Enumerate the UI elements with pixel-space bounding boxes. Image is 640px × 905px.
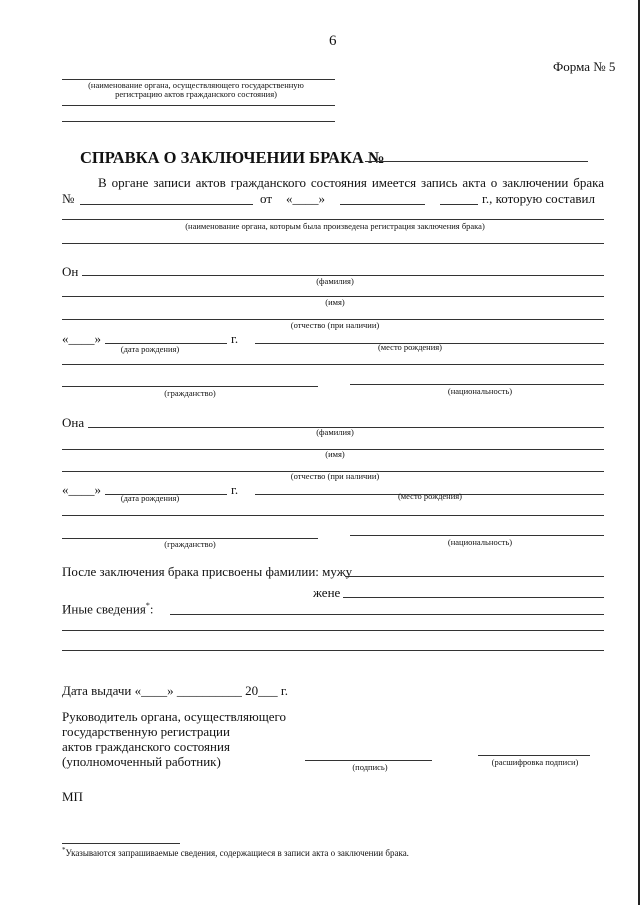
he-birth-date-caption: (дата рождения): [120, 344, 180, 354]
issuer-caption-1: (наименование органа, осуществляющего государственную: [88, 80, 304, 90]
other-info-field-3[interactable]: [62, 650, 604, 651]
other-info-colon: :: [149, 601, 154, 617]
head-line-2: государственную регистрации: [62, 724, 230, 739]
paragraph-line-1: В органе записи актов гражданского состояния имеется запись акта о заключении брака: [98, 175, 604, 190]
other-info-field-2[interactable]: [62, 630, 604, 631]
other-info-label: [62, 601, 153, 617]
certificate-number-field[interactable]: [365, 161, 588, 162]
he-year-suffix: г.: [231, 331, 239, 346]
registrar-caption: (наименование органа, которым была произведена регистрация заключения брака): [185, 221, 485, 231]
footnote-text: Указываются запрашиваемые сведения, содержащиеся в записи акта о заключении брака.: [65, 848, 409, 858]
record-day-field[interactable]: «____»: [286, 191, 325, 206]
other-info-text: Иные сведения: [62, 601, 146, 617]
record-month-field[interactable]: [340, 204, 425, 205]
he-birth-day-field[interactable]: «____»: [62, 331, 101, 346]
registrar-field-2[interactable]: [62, 243, 604, 244]
from-label: от: [260, 191, 273, 206]
record-no-label: №: [62, 191, 75, 206]
signature-decode-caption: (расшифровка подписи): [491, 757, 579, 767]
she-name-caption: (имя): [325, 449, 345, 459]
he-citizenship-caption: (гражданство): [164, 388, 216, 398]
signature-field[interactable]: [305, 760, 432, 761]
record-number-field[interactable]: [80, 204, 253, 205]
he-label: Он: [62, 264, 79, 279]
signature-caption: (подпись): [352, 762, 388, 772]
page-number: 6: [329, 33, 337, 49]
husband-surname-field[interactable]: [345, 576, 604, 577]
wife-surname-field[interactable]: [343, 597, 604, 598]
footnote-mark: *: [62, 846, 66, 854]
footnote-ref: *: [145, 601, 150, 610]
she-label: Она: [62, 415, 85, 430]
registrar-field[interactable]: [62, 219, 604, 220]
he-surname-caption: (фамилия): [316, 276, 354, 286]
he-name-caption: (имя): [325, 297, 345, 307]
footnote-divider: [62, 843, 180, 844]
footnote: [62, 846, 409, 858]
she-patronymic-caption: (отчество (при наличии): [290, 471, 380, 481]
she-citizenship-caption: (гражданство): [164, 539, 216, 549]
issue-date[interactable]: Дата выдачи «____» __________ 20___ г.: [62, 683, 289, 698]
record-end-label: г., которую составил: [482, 191, 595, 206]
he-patronymic-caption: (отчество (при наличии): [290, 320, 380, 330]
issuer-caption-2: регистрацию актов гражданского состояния): [115, 89, 277, 99]
he-birth-place-caption: (место рождения): [377, 342, 443, 352]
other-info-field[interactable]: [170, 614, 604, 615]
record-year-field[interactable]: [440, 204, 478, 205]
she-birth-day-field[interactable]: «____»: [62, 482, 101, 497]
she-nationality-field[interactable]: [350, 535, 604, 536]
head-line-4: (уполномоченный работник): [62, 754, 221, 769]
she-birth-place-caption: (место рождения): [397, 491, 463, 501]
issuer-line-3: [62, 121, 335, 122]
head-line-1: Руководитель органа, осуществляющего: [62, 709, 286, 724]
head-line-3: актов гражданского состояния: [62, 739, 230, 754]
he-nationality-caption: (национальность): [447, 386, 513, 396]
issuer-line-2: [62, 105, 335, 106]
stamp-label: МП: [62, 789, 83, 804]
she-birth-date-caption: (дата рождения): [120, 493, 180, 503]
wife-label: жене: [313, 585, 341, 600]
surnames-label: После заключения брака присвоены фамилии: мужу: [62, 564, 353, 579]
she-nationality-caption: (национальность): [447, 537, 513, 547]
she-year-suffix: г.: [231, 482, 239, 497]
he-citizenship-field[interactable]: [62, 386, 318, 387]
she-birth-place-field-2[interactable]: [62, 515, 604, 516]
form-label: Форма № 5: [553, 59, 616, 74]
he-birth-place-field-2[interactable]: [62, 364, 604, 365]
document-title: СПРАВКА О ЗАКЛЮЧЕНИИ БРАКА №: [80, 148, 385, 167]
she-surname-caption: (фамилия): [316, 427, 354, 437]
he-nationality-field[interactable]: [350, 384, 604, 385]
head-block: [62, 709, 286, 769]
signature-decode-field[interactable]: [478, 755, 590, 756]
